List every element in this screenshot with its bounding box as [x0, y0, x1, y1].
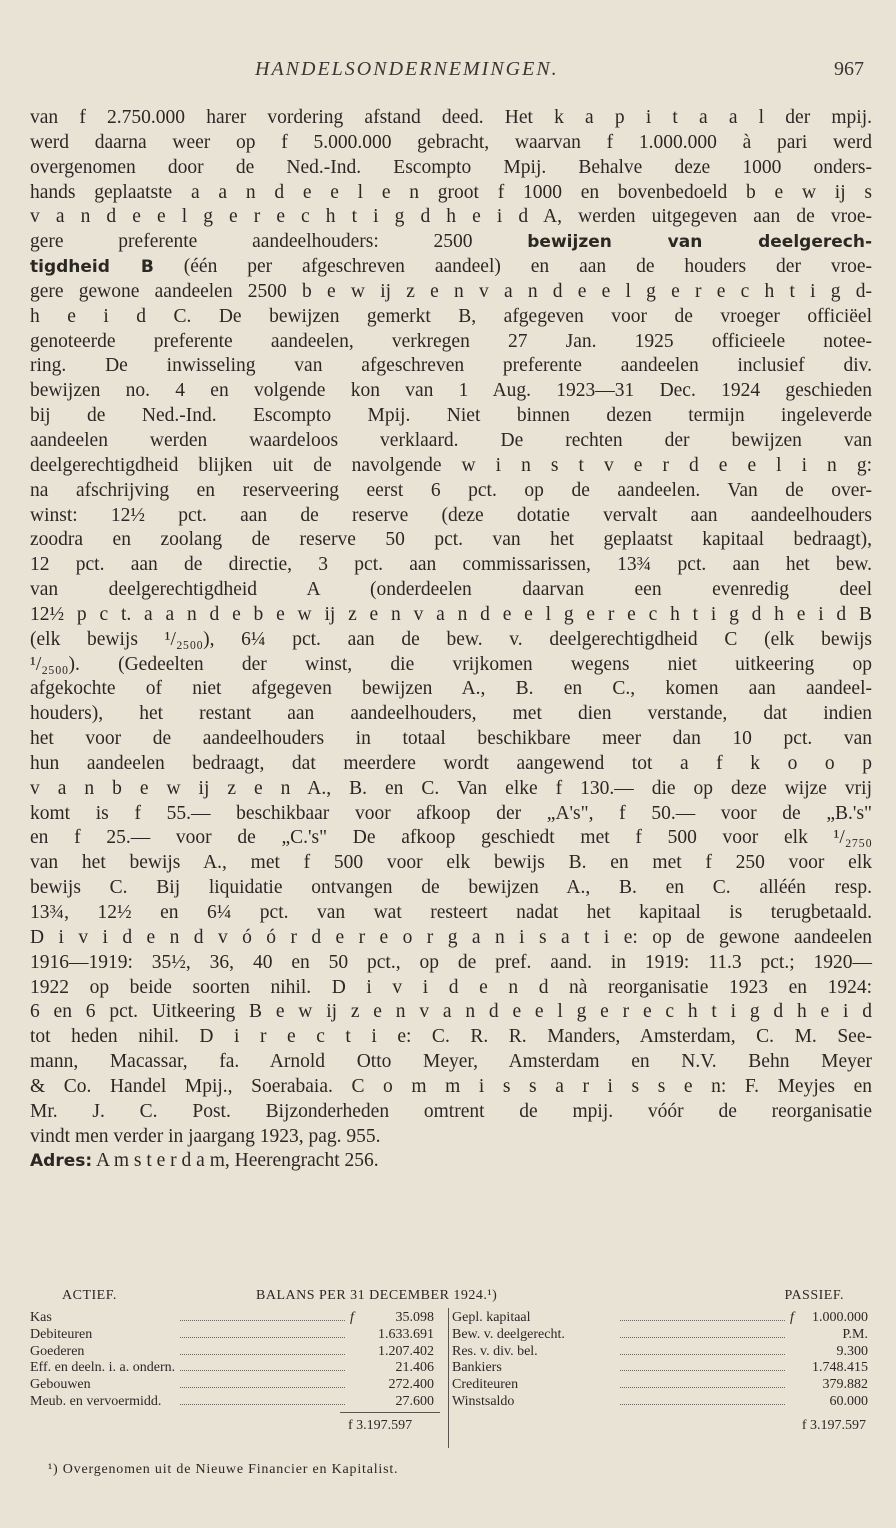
text-line: afgekochte of niet afgegeven bewijzen A., B. en C., komen aan aandeel-: [30, 678, 872, 700]
text-line: 12 pct. aan de directie, 3 pct. aan commissarissen, 13¾ pct. aan het bew.: [30, 554, 872, 576]
leader-dots: [180, 1387, 345, 1388]
footnote: ¹) Overgenomen uit de Nieuwe Financier en Kapitalist.: [48, 1462, 399, 1477]
asset-row: [30, 1360, 438, 1377]
text-line: bij de Ned.-Ind. Escompto Mpij. Niet binnen dezen termijn ingeleverde: [30, 405, 872, 427]
leader-dots: [620, 1337, 785, 1338]
liability-row: [452, 1344, 872, 1361]
text-line: 12½ p c t. a a n d e b e w ij z e n v a n d e e l g e r e c h t i g d h e i d B: [30, 603, 872, 625]
text-line: van het bewijs A., met f 500 voor elk bewijs B. en met f 250 voor elk: [30, 852, 872, 874]
row-amount: 27.600: [395, 1393, 434, 1409]
currency-symbol: f: [350, 1310, 354, 1325]
leader-dots: [620, 1387, 785, 1388]
row-label: Debiteuren: [30, 1326, 93, 1342]
running-title: HANDELSONDERNEMINGEN.: [255, 58, 559, 80]
total-assets: f 3.197.597: [348, 1418, 413, 1433]
leader-dots: [620, 1354, 785, 1355]
text-line: deelgerechtigdheid blijken uit de navolgende w i n s t v e r d e e l i n g:: [30, 454, 872, 476]
text-line: gere preferente aandeelhouders: 2500 bewijzen van deelgerech-: [30, 231, 872, 253]
liability-row: [452, 1310, 872, 1327]
row-label: Eff. en deeln. i. a. ondern.: [30, 1360, 176, 1376]
text-line: & Co. Handel Mpij., Soerabaia. C o m m i s s a r i s s e n: F. Meyjes en: [30, 1075, 872, 1097]
text-line: 13¾, 12½ en 6¼ pct. van wat resteert nadat het kapitaal is terugbetaald.: [30, 902, 872, 923]
row-amount: 60.000: [829, 1393, 868, 1409]
liability-row: [452, 1360, 872, 1377]
bold-phrase: bewijzen van deelgerech-: [527, 232, 872, 253]
liability-row: [452, 1377, 872, 1394]
text-line: hands geplaatste a a n d e e l e n groot f 1000 en bovenbedoeld b e w ij s: [30, 181, 872, 203]
leader-dots: [180, 1354, 345, 1355]
row-amount: 272.400: [388, 1377, 434, 1393]
leader-dots: [180, 1370, 345, 1371]
text-line: h e i d C. De bewijzen gemerkt B, afgegeven voor de vroeger officiëel: [30, 305, 872, 327]
row-label: Gebouwen: [30, 1377, 91, 1393]
text-line: 6 en 6 pct. Uitkeering B e w ij z e n v a n d e e l g e r e c h t i g d h e i d: [30, 1001, 872, 1023]
text-line: v a n b e w ij z e n A., B. en C. Van elke f 130.— die op deze wijze vrij: [30, 777, 872, 799]
text-line: aandeelen werden waardeloos verklaard. De rechten der bewijzen van: [30, 429, 872, 451]
leader-dots: [180, 1337, 345, 1338]
row-amount: 1.207.402: [378, 1343, 434, 1359]
text-line: genoteerde preferente aandeelen, verkregen 27 Jan. 1925 officieele notee-: [30, 330, 872, 352]
text-line: van deelgerechtigdheid A (onderdeelen daarvan een evenredig deel: [30, 579, 872, 601]
text-line: ring. De inwisseling van afgeschreven preferente aandeelen inclusief div.: [30, 355, 872, 377]
text-line: D i v i d e n d v ó ó r d e r e o r g a n i s a t i e: op de gewone aandeelen: [30, 926, 872, 948]
leader-dots: [620, 1404, 785, 1405]
column-divider: [448, 1308, 449, 1448]
leader-dots: [620, 1320, 785, 1321]
total-liabilities: f 3.197.597: [801, 1418, 866, 1433]
text-line: het voor de aandeelhouders in totaal beschikbare meer dan 10 pct. van: [30, 728, 872, 750]
text-line: zoodra en zoolang de reserve 50 pct. van het geplaatst kapitaal bedraagt),: [30, 529, 872, 551]
balance-passief-label: PASSIEF.: [784, 1288, 844, 1303]
asset-row: [30, 1310, 438, 1327]
balance-actief-label: ACTIEF.: [62, 1288, 117, 1303]
row-label: Bankiers: [452, 1360, 502, 1376]
text-line: Mr. J. C. Post. Bijzonderheden omtrent de mpij. vóór de reorganisatie: [30, 1100, 872, 1122]
asset-row: [30, 1344, 438, 1361]
liabilities-column: [452, 1310, 872, 1411]
text-line: v a n d e e l g e r e c h t i g d h e i d A, werden uitgegeven aan de vroe-: [30, 206, 872, 228]
text-line: werd daarna weer op f 5.000.000 gebracht, waarvan f 1.000.000 à pari werd: [30, 131, 872, 153]
row-amount: 1.000.000: [812, 1310, 868, 1325]
address-value: A m s t e r d a m, Heerengracht 256.: [95, 1150, 379, 1172]
text-line: vindt men verder in jaargang 1923, pag. 955.: [30, 1125, 381, 1147]
row-label: Goederen: [30, 1343, 85, 1359]
leader-dots: [620, 1370, 785, 1371]
balance-sheet: [30, 1288, 872, 1448]
row-label: Res. v. div. bel.: [452, 1343, 538, 1359]
text-line: 1922 op beide soorten nihil. D i v i d e n d nà reorganisatie 1923 en 1924:: [30, 976, 872, 998]
text-line: hun aandeelen bedraagt, dat meerdere wordt aangewend tot a f k o o p: [30, 752, 872, 774]
text-line: houders), het restant aan aandeelhouders, met dien verstande, dat indien: [30, 703, 872, 725]
row-amount: 379.882: [822, 1377, 868, 1393]
row-label: Gepl. kapitaal: [452, 1310, 531, 1325]
text-line: tot heden nihil. D i r e c t i e: C. R. R. Manders, Amsterdam, C. M. See-: [30, 1026, 872, 1048]
body-text: [30, 106, 872, 1174]
total-rule: [340, 1412, 440, 1413]
leader-dots: [180, 1320, 345, 1321]
row-label: Kas: [30, 1310, 52, 1325]
text-line: en f 25.— voor de „C.'s" De afkoop geschiedt met f 500 voor elk ¹/₂₇₅₀: [30, 827, 872, 849]
text-line: bewijzen no. 4 en volgende kon van 1 Aug. 1923—31 Dec. 1924 geschieden: [30, 380, 872, 402]
address-label: Adres:: [30, 1151, 93, 1172]
text-line: gere gewone aandeelen 2500 b e w ij z e n v a n d e e l g e r e c h t i g d-: [30, 280, 872, 302]
address-line: [30, 1149, 872, 1174]
page-header: [0, 58, 896, 88]
leader-dots: [180, 1404, 345, 1405]
row-amount: 9.300: [836, 1343, 868, 1359]
asset-row: [30, 1327, 438, 1344]
text-line: bewijs C. Bij liquidatie ontvangen de bewijzen A., B. en C. alléén resp.: [30, 877, 872, 899]
row-label: Winstsaldo: [452, 1393, 515, 1409]
row-label: Crediteuren: [452, 1377, 519, 1393]
asset-row: [30, 1377, 438, 1394]
text-line: van f 2.750.000 harer vordering afstand deed. Het k a p i t a a l der mpij.: [30, 107, 872, 128]
text-line: tigdheid B (één per afgeschreven aandeel) en aan de houders der vroe-: [30, 256, 873, 278]
text-line: overgenomen door de Ned.-Ind. Escompto Mpij. Behalve deze 1000 onders-: [30, 156, 872, 178]
row-amount: 35.098: [395, 1310, 434, 1325]
bold-phrase: tigdheid B: [30, 257, 154, 278]
asset-row: [30, 1394, 438, 1411]
row-label: Bew. v. deelgerecht.: [452, 1326, 565, 1342]
text-line: winst: 12½ pct. aan de reserve (deze dotatie vervalt aan aandeelhouders: [30, 504, 872, 526]
liability-row: [452, 1394, 872, 1411]
row-label: Meub. en vervoermidd.: [30, 1393, 162, 1409]
text-line: 1916—1919: 35½, 36, 40 en 50 pct., op de pref. aand. in 1919: 11.3 pct.; 1920—: [30, 951, 872, 973]
row-amount: 21.406: [395, 1360, 434, 1376]
text-line: mann, Macassar, fa. Arnold Otto Meyer, Amsterdam en N.V. Behn Meyer: [30, 1051, 872, 1073]
text-line: na afschrijving en reserveering eerst 6 pct. op de aandeelen. Van de over-: [30, 479, 872, 501]
balance-title: BALANS PER 31 DECEMBER 1924.¹): [256, 1288, 498, 1303]
currency-symbol: f: [790, 1310, 794, 1325]
row-amount: P.M.: [842, 1326, 868, 1342]
liability-row: [452, 1327, 872, 1344]
row-amount: 1.633.691: [378, 1326, 434, 1342]
assets-column: [30, 1310, 438, 1411]
text-line: (elk bewijs ¹/₂₅₀₀), 6¼ pct. aan de bew. v. deelgerechtigdheid C (elk bewijs: [30, 628, 872, 650]
text-line: komt is f 55.— beschikbaar voor afkoop der „A's", f 50.— voor de „B.'s": [30, 802, 872, 824]
text-line: ¹/₂₅₀₀). (Gedeelten der winst, die vrijkomen wegens niet uitkeering op: [30, 653, 872, 675]
page-number: 967: [834, 58, 864, 80]
row-amount: 1.748.415: [812, 1360, 868, 1376]
